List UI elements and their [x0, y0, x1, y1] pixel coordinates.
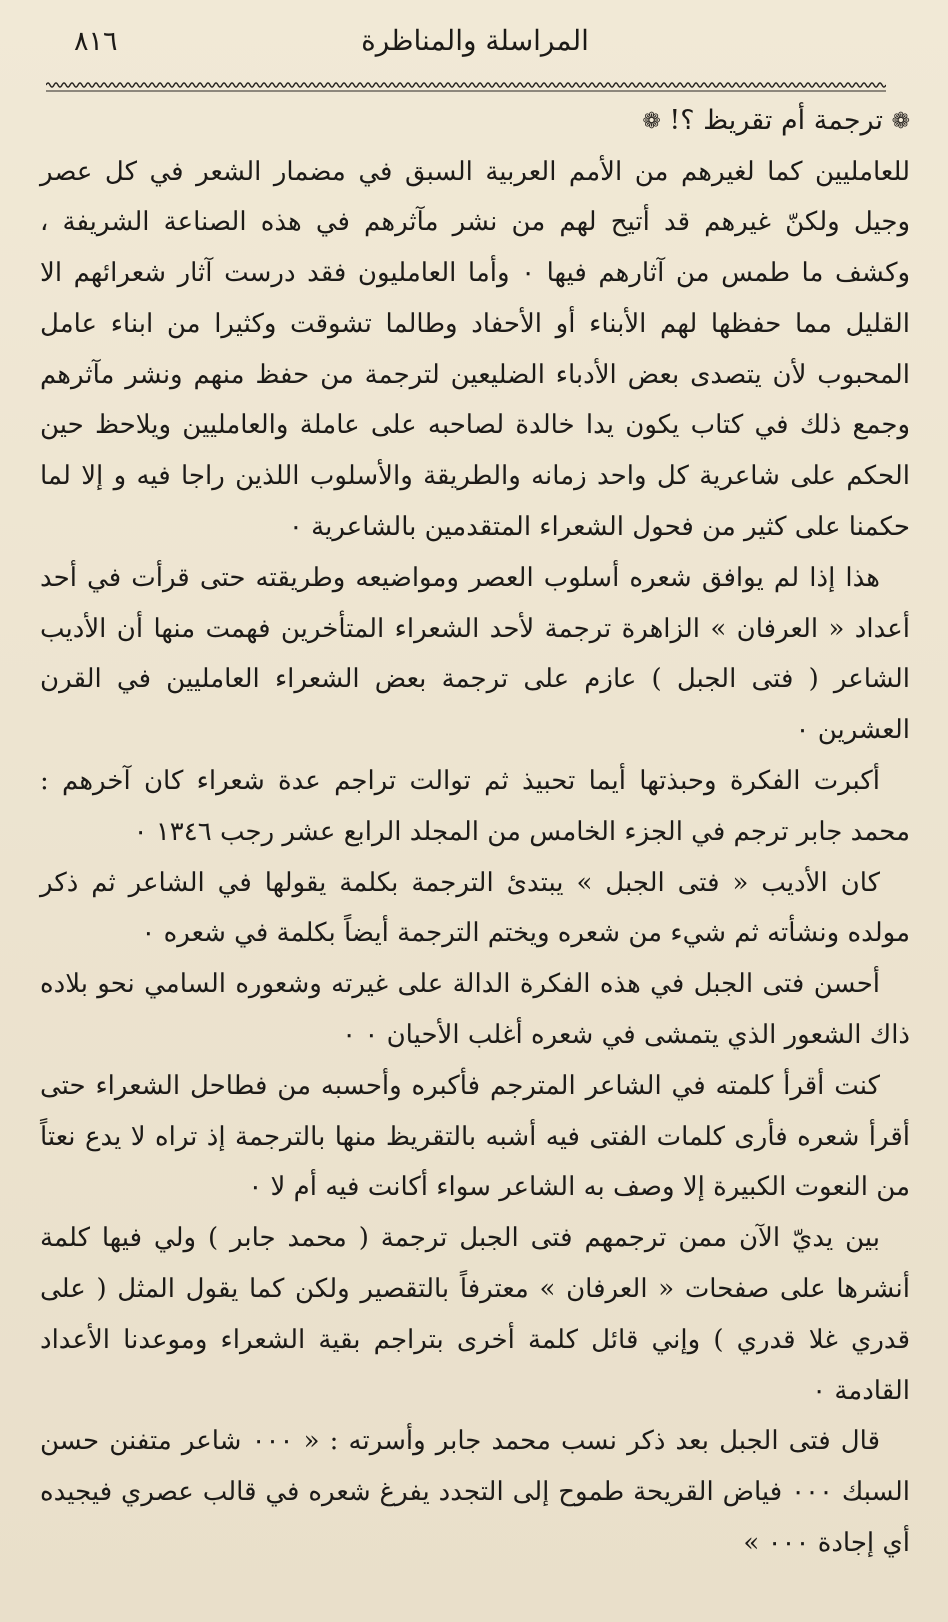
paragraph: بين يديّ الآن ممن ترجمهم فتى الجبل ترجمة ( محمد جابر ) ولي فيها كلمة أنشرها على صفحات « العرفان » معترفاً بالتقصير ولكن كما يقول المثل ( على قدري غلا قدري ) وإني قائل كلمة أخرى بتراجم بقية الشعراء وموعدنا الأعداد القادمة ٠: [40, 1223, 910, 1406]
paragraph: هذا إذا لم يوافق شعره أسلوب العصر ومواضيعه وطريقته حتى قرأت في أحد أعداد « العرفان » الزاهرة ترجمة لأحد الشعراء المتأخرين فهمت منها أن الأديب الشاعر ( فتى الجبل ) عازم على ترجمة بعض الشعراء العامليين في القرن العشرين ٠: [40, 562, 910, 746]
article-title-text: ترجمة أم تقريظ ؟!: [669, 105, 883, 136]
wavy-rule: [46, 80, 886, 92]
paragraph: للعامليين كما لغيرهم من الأمم العربية السبق في مضمار الشعر في كل عصر وجيل ولكنّ غيرهم قد أتيح لهم من نشر مآثرهم في هذه الصناعة الشريفة ، وكشف ما طمس من آثارهم فيها ٠ وأما العامليون فقد درست آثار شعرائهم الا القليل مما حفظها لهم الأبناء أو الأحفاد وطالما تشوقت وكثيرا من ابناء عامل المحبوب لأن يتصدى بعض الأدباء الضليعين لترجمة من حفظ منهم ونشر مآثرهم وجمع ذلك في كتاب يكون يدا خالدة لصاحبه على عاملة والعامليين ويلاحظ حين الحكم على شاعرية كل واحد زمانه والطريقة والأسلوب اللذين راجا فيه و إلا لما حكمنا على كثير من فحول الشعراء المتقدمين بالشاعرية ٠: [40, 156, 911, 543]
paragraph: كان الأديب « فتى الجبل » يبتدئ الترجمة بكلمة يقولها في الشاعر ثم ذكر مولده ونشأته ثم شيء من شعره ويختم الترجمة أيضاً بكلمة في شعره ٠: [40, 867, 910, 949]
running-header: [40, 0, 910, 92]
paragraph: أكبرت الفكرة وحبذتها أيما تحبيذ ثم توالت تراجم عدة شعراء كان آخرهم : محمد جابر ترجم في الجزء الخامس من المجلد الرابع عشر رجب ١٣٤٦ ٠: [40, 766, 910, 847]
paragraph: قال فتى الجبل بعد ذكر نسب محمد جابر وأسرته : « ٠٠٠ شاعر متفنن حسن السبك ٠٠٠ فياض القريحة طموح إلى التجدد يفرغ شعره في قالب عصري فيجيده أي إجادة ٠٠٠ »: [40, 1426, 910, 1559]
paragraph: كنت أقرأ كلمته في الشاعر المترجم فأكبره وأحسبه من فطاحل الشعراء حتى أقرأ شعره فأرى كلمات الفتى فيه أشبه بالتقريظ منها بالترجمة إذ تراه لا يدع نعتاً من النعوت الكبيرة إلا وصف به الشاعر سواء أكانت فيه أم لا ٠: [40, 1070, 910, 1203]
article-title: [40, 96, 910, 147]
ornament-right-icon: ❁: [891, 108, 910, 134]
ornament-left-icon: ❁: [642, 108, 661, 134]
page-number: ٨١٦: [74, 26, 118, 57]
paragraph: أحسن فتى الجبل في هذه الفكرة الدالة على غيرته وشعوره السامي نحو بلاده ذاك الشعور الذي يتمشى في شعره أغلب الأحيان ٠ ٠: [40, 969, 910, 1051]
running-title: المراسلة والمناظرة: [361, 24, 589, 57]
article: [40, 96, 910, 1569]
